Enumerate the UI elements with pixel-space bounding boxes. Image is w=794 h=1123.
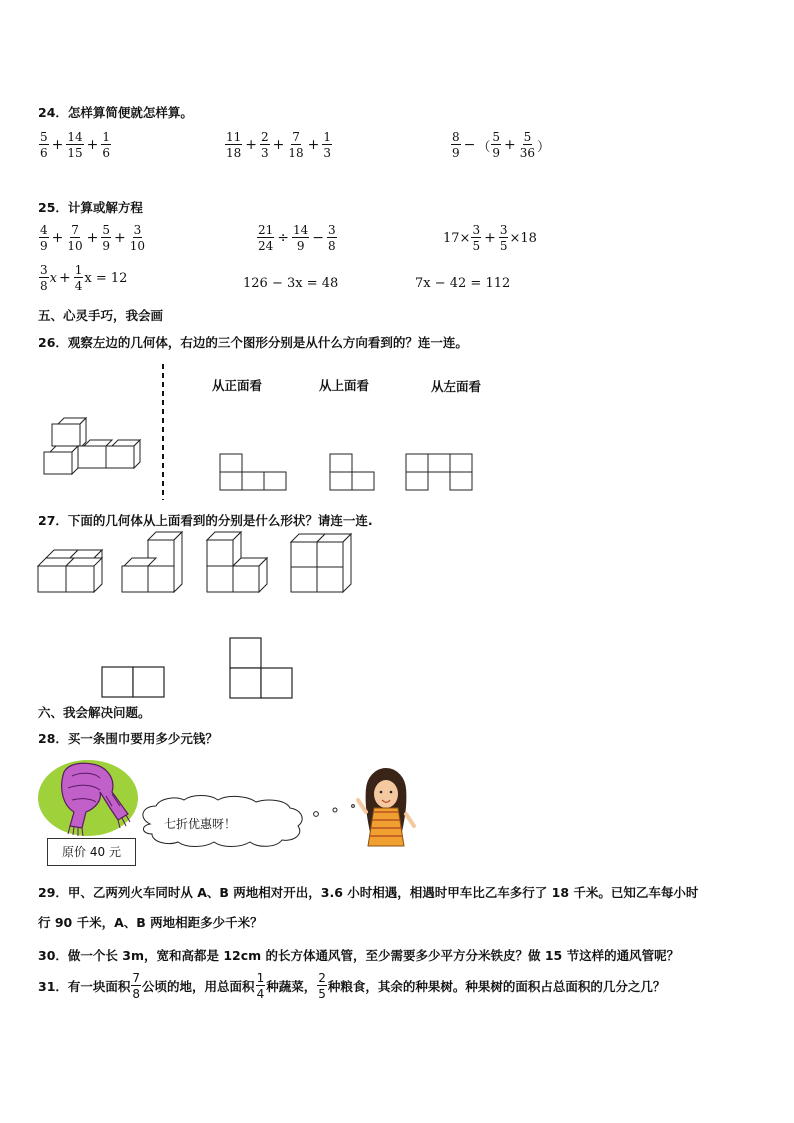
scarf-image — [38, 760, 138, 836]
q25-expr-6: 7x − 42 = 112 — [415, 276, 511, 291]
q25-title: 25．计算或解方程 — [38, 200, 143, 215]
girl-image — [358, 768, 414, 846]
section-5-title: 五、心灵手巧，我会画 — [38, 308, 164, 323]
fraction: $\frac{3}{10}$ — [129, 223, 146, 253]
fraction: $\frac{1}{4}$ — [256, 971, 265, 1001]
q24-title: 24．怎样算简便就怎样算。 — [38, 105, 193, 120]
view-label-front: 从正面看 — [212, 378, 263, 393]
fraction: $\frac{2}{5}$ — [318, 971, 326, 1001]
view-label-top: 从上面看 — [319, 378, 370, 393]
fraction: $\frac{7}{8}$ — [132, 971, 141, 1001]
q27-title: 27．下面的几何体从上面看到的分别是什么形状？请连一连. — [38, 513, 373, 528]
fraction: $\frac{5}{6}$ — [40, 130, 48, 160]
fraction: $\frac{7}{18}$ — [288, 130, 304, 160]
q24-expr-1: $\frac{5}{6}$ + $\frac{14}{15}$ + $\frac{1}{6}$ — [40, 130, 111, 160]
bubble-text: 七折优惠呀！ — [164, 817, 237, 831]
fraction: $\frac{1}{3}$ — [323, 130, 332, 160]
fraction: $\frac{4}{9}$ — [40, 223, 48, 253]
q26-title: 26．观察左边的几何体，右边的三个图形分别是从什么方向看到的？连一连。 — [38, 335, 468, 350]
fraction: $\frac{3}{8}$ — [40, 263, 48, 293]
q25-expr-5: 126 − 3x = 48 — [243, 276, 339, 291]
view-label-left: 从左面看 — [431, 379, 482, 394]
fraction: $\frac{5}{36}$ — [519, 130, 536, 160]
price-tag: 原价 40 元 — [47, 838, 136, 866]
fraction: $\frac{7}{10}$ — [67, 223, 83, 253]
fraction: $\frac{14}{9}$ — [293, 223, 309, 253]
section-6-title: 六、我会解决问题。 — [38, 705, 151, 720]
fraction: $\frac{11}{18}$ — [226, 130, 242, 160]
q24-expr-2: $\frac{11}{18}$ + $\frac{2}{3}$ + $\frac{7}{18}$ + $\frac{1}{3}$ — [226, 130, 332, 160]
q25-expr-3: 17× $\frac{3}{5}$ + $\frac{3}{5}$ ×18 — [443, 223, 537, 253]
fraction: $\frac{3}{5}$ — [472, 223, 481, 253]
q29-line-2: 行 90 千米，A、B 两地相距多少千米？ — [38, 915, 263, 930]
q25-expr-1: $\frac{4}{9}$ + $\frac{7}{10}$ + $\frac{5}{9}$ + $\frac{3}{10}$ — [40, 223, 146, 253]
fraction: $\frac{21}{24}$ — [258, 223, 274, 253]
fraction: $\frac{1}{4}$ — [74, 263, 83, 293]
fraction: $\frac{8}{9}$ — [452, 130, 460, 160]
fraction: $\frac{3}{5}$ — [499, 223, 508, 253]
q29-line-1: 29．甲、乙两列火车同时从 A、B 两地相对开出，3.6 小时相遇，相遇时甲车比乙车多行了 18 千米。已知乙车每小时 — [38, 885, 699, 900]
q30-line: 30．做一个长 3m，宽和高都是 12cm 的长方体通风管，至少需要多少平方分米铁皮？做 15 节这样的通风管呢？ — [38, 948, 680, 963]
fraction: $\frac{5}{9}$ — [492, 130, 501, 160]
fraction: $\frac{5}{9}$ — [102, 223, 111, 253]
q25-expr-2: $\frac{21}{24}$ ÷ $\frac{14}{9}$ − $\frac{3}{8}$ — [258, 223, 336, 253]
fraction: $\frac{3}{8}$ — [328, 223, 336, 253]
q24-expr-3: $\frac{8}{9}$ − （ $\frac{5}{9}$ + $\frac{5}{36}$ ） — [452, 130, 551, 160]
fraction: $\frac{2}{3}$ — [261, 130, 269, 160]
fraction: $\frac{14}{15}$ — [67, 130, 83, 160]
q31-line: 31．有一块面积 $\frac{7}{8}$ 公顷的地，用总面积 $\frac{1}{4}$ 种蔬菜， $\frac{2}{5}$ 种粮食，其余的种果树。种果树的面积占总面积的几分之几？ — [38, 971, 666, 1001]
q28-title: 28．买一条围巾要用多少元钱？ — [38, 731, 218, 746]
q25-expr-4: $\frac{3}{8}$ x + $\frac{1}{4}$ x = 12 — [40, 263, 128, 293]
fraction: $\frac{1}{6}$ — [102, 130, 111, 160]
